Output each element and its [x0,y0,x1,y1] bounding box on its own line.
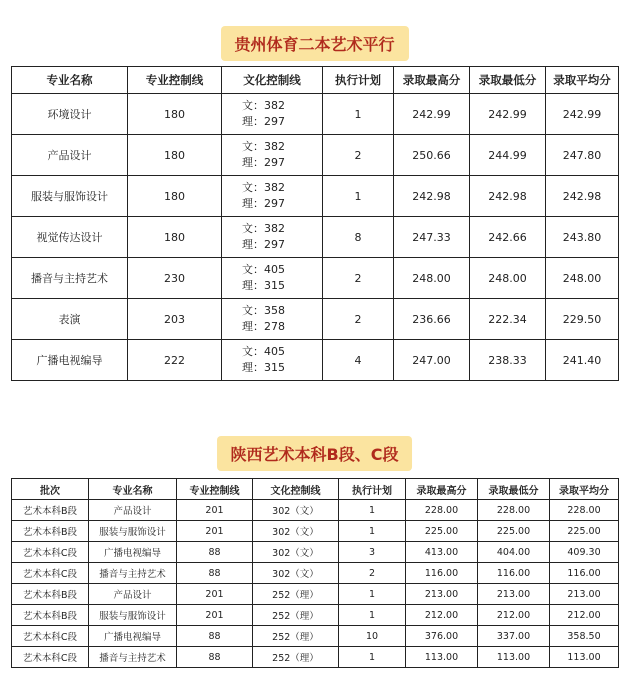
cell-culture: 252（理） [253,605,339,626]
cell-control: 88 [177,563,253,584]
cell-plan: 8 [323,217,394,258]
cell-min: 242.98 [470,176,546,217]
cell-min: 337.00 [478,626,550,647]
cell-major: 广播电视编导 [89,542,177,563]
cell-max: 242.99 [394,94,470,135]
cell-min: 222.34 [470,299,546,340]
header-plan: 执行计划 [339,479,406,500]
cell-plan: 1 [339,584,406,605]
table-row [12,605,619,626]
header-culture-control: 文化控制线 [222,67,323,94]
cell-avg: 225.00 [550,521,619,542]
cell-avg: 213.00 [550,584,619,605]
header-major-control: 专业控制线 [177,479,253,500]
cell-max: 242.98 [394,176,470,217]
cell-control: 203 [128,299,222,340]
cell-batch: 艺术本科C段 [12,647,89,668]
cell-min: 244.99 [470,135,546,176]
cell-min: 225.00 [478,521,550,542]
cell-avg: 113.00 [550,647,619,668]
table-row [12,94,619,135]
culture-li: 理：278 [242,320,285,333]
table-row [12,217,619,258]
cell-culture [222,258,323,299]
culture-li: 理：297 [242,115,285,128]
table-row [12,521,619,542]
cell-max: 236.66 [394,299,470,340]
cell-avg: 242.99 [546,94,619,135]
cell-control: 88 [177,626,253,647]
cell-min: 212.00 [478,605,550,626]
cell-plan: 4 [323,340,394,381]
cell-max: 113.00 [406,647,478,668]
cell-major: 服装与服饰设计 [89,605,177,626]
cell-batch: 艺术本科B段 [12,500,89,521]
cell-batch: 艺术本科C段 [12,542,89,563]
cell-culture [222,217,323,258]
cell-major: 播音与主持艺术 [89,563,177,584]
table-row [12,626,619,647]
cell-batch: 艺术本科C段 [12,626,89,647]
culture-wen: 文：405 [242,263,285,276]
table-row [12,584,619,605]
table-row [12,542,619,563]
cell-max: 248.00 [394,258,470,299]
cell-avg: 242.98 [546,176,619,217]
cell-max: 228.00 [406,500,478,521]
cell-batch: 艺术本科B段 [12,521,89,542]
header-avg-score: 录取平均分 [546,67,619,94]
cell-major: 服装与服饰设计 [89,521,177,542]
cell-control: 180 [128,217,222,258]
cell-min: 242.99 [470,94,546,135]
cell-min: 213.00 [478,584,550,605]
table-row [12,176,619,217]
cell-major: 环境设计 [12,94,128,135]
cell-min: 248.00 [470,258,546,299]
cell-min: 404.00 [478,542,550,563]
cell-culture [222,94,323,135]
header-batch: 批次 [12,479,89,500]
cell-plan: 2 [339,563,406,584]
cell-min: 242.66 [470,217,546,258]
culture-li: 理：315 [242,361,285,374]
cell-avg: 228.00 [550,500,619,521]
header-major: 专业名称 [12,67,128,94]
cell-plan: 1 [339,605,406,626]
cell-min: 228.00 [478,500,550,521]
cell-control: 88 [177,647,253,668]
header-max-score: 录取最高分 [406,479,478,500]
cell-culture: 302（文） [253,521,339,542]
table-header-row [12,67,619,94]
cell-plan: 1 [339,521,406,542]
header-plan: 执行计划 [323,67,394,94]
table-row [12,135,619,176]
cell-min: 116.00 [478,563,550,584]
cell-plan: 1 [323,94,394,135]
cell-major: 广播电视编导 [89,626,177,647]
cell-control: 230 [128,258,222,299]
cell-control: 222 [128,340,222,381]
header-major-control: 专业控制线 [128,67,222,94]
cell-avg: 116.00 [550,563,619,584]
table-row [12,500,619,521]
header-avg-score: 录取平均分 [550,479,619,500]
cell-culture: 252（理） [253,584,339,605]
culture-wen: 文：382 [242,140,285,153]
cell-avg: 247.80 [546,135,619,176]
cell-culture: 302（文） [253,500,339,521]
cell-culture: 252（理） [253,647,339,668]
cell-plan: 3 [339,542,406,563]
section2-title: 陕西艺术本科B段、C段 [217,436,413,471]
cell-avg: 212.00 [550,605,619,626]
cell-control: 88 [177,542,253,563]
culture-li: 理：315 [242,279,285,292]
cell-avg: 409.30 [550,542,619,563]
cell-min: 113.00 [478,647,550,668]
header-major: 专业名称 [89,479,177,500]
cell-max: 247.00 [394,340,470,381]
cell-culture [222,340,323,381]
culture-li: 理：297 [242,197,285,210]
cell-max: 116.00 [406,563,478,584]
guizhou-score-table [11,66,619,381]
culture-wen: 文：382 [242,181,285,194]
cell-culture: 302（文） [253,563,339,584]
cell-min: 238.33 [470,340,546,381]
cell-avg: 229.50 [546,299,619,340]
cell-control: 201 [177,500,253,521]
cell-culture: 302（文） [253,542,339,563]
cell-plan: 2 [323,135,394,176]
cell-plan: 1 [339,500,406,521]
cell-control: 180 [128,135,222,176]
cell-avg: 248.00 [546,258,619,299]
culture-li: 理：297 [242,156,285,169]
cell-major: 表演 [12,299,128,340]
header-culture-control: 文化控制线 [253,479,339,500]
header-max-score: 录取最高分 [394,67,470,94]
culture-wen: 文：358 [242,304,285,317]
cell-major: 产品设计 [89,584,177,605]
cell-avg: 243.80 [546,217,619,258]
cell-max: 250.66 [394,135,470,176]
cell-control: 180 [128,176,222,217]
cell-major: 播音与主持艺术 [89,647,177,668]
cell-avg: 241.40 [546,340,619,381]
cell-avg: 358.50 [550,626,619,647]
cell-major: 广播电视编导 [12,340,128,381]
cell-max: 212.00 [406,605,478,626]
header-min-score: 录取最低分 [478,479,550,500]
cell-batch: 艺术本科B段 [12,584,89,605]
cell-control: 201 [177,584,253,605]
cell-major: 产品设计 [89,500,177,521]
cell-max: 247.33 [394,217,470,258]
section1-title: 贵州体育二本艺术平行 [220,26,408,61]
cell-max: 413.00 [406,542,478,563]
table-row [12,563,619,584]
cell-plan: 1 [323,176,394,217]
cell-max: 225.00 [406,521,478,542]
cell-plan: 1 [339,647,406,668]
cell-culture: 252（理） [253,626,339,647]
cell-plan: 2 [323,299,394,340]
table-row [12,258,619,299]
cell-batch: 艺术本科B段 [12,605,89,626]
cell-batch: 艺术本科C段 [12,563,89,584]
cell-max: 376.00 [406,626,478,647]
cell-culture [222,135,323,176]
table-header-row [12,479,619,500]
cell-control: 180 [128,94,222,135]
cell-culture [222,299,323,340]
culture-wen: 文：382 [242,99,285,112]
culture-wen: 文：382 [242,222,285,235]
shaanxi-score-table [11,478,619,668]
cell-plan: 10 [339,626,406,647]
cell-max: 213.00 [406,584,478,605]
cell-plan: 2 [323,258,394,299]
cell-major: 视觉传达设计 [12,217,128,258]
cell-major: 播音与主持艺术 [12,258,128,299]
cell-major: 产品设计 [12,135,128,176]
cell-control: 201 [177,605,253,626]
cell-major: 服装与服饰设计 [12,176,128,217]
culture-li: 理：297 [242,238,285,251]
cell-culture [222,176,323,217]
header-min-score: 录取最低分 [470,67,546,94]
table-row [12,299,619,340]
culture-wen: 文：405 [242,345,285,358]
table-row [12,647,619,668]
cell-control: 201 [177,521,253,542]
table-row [12,340,619,381]
